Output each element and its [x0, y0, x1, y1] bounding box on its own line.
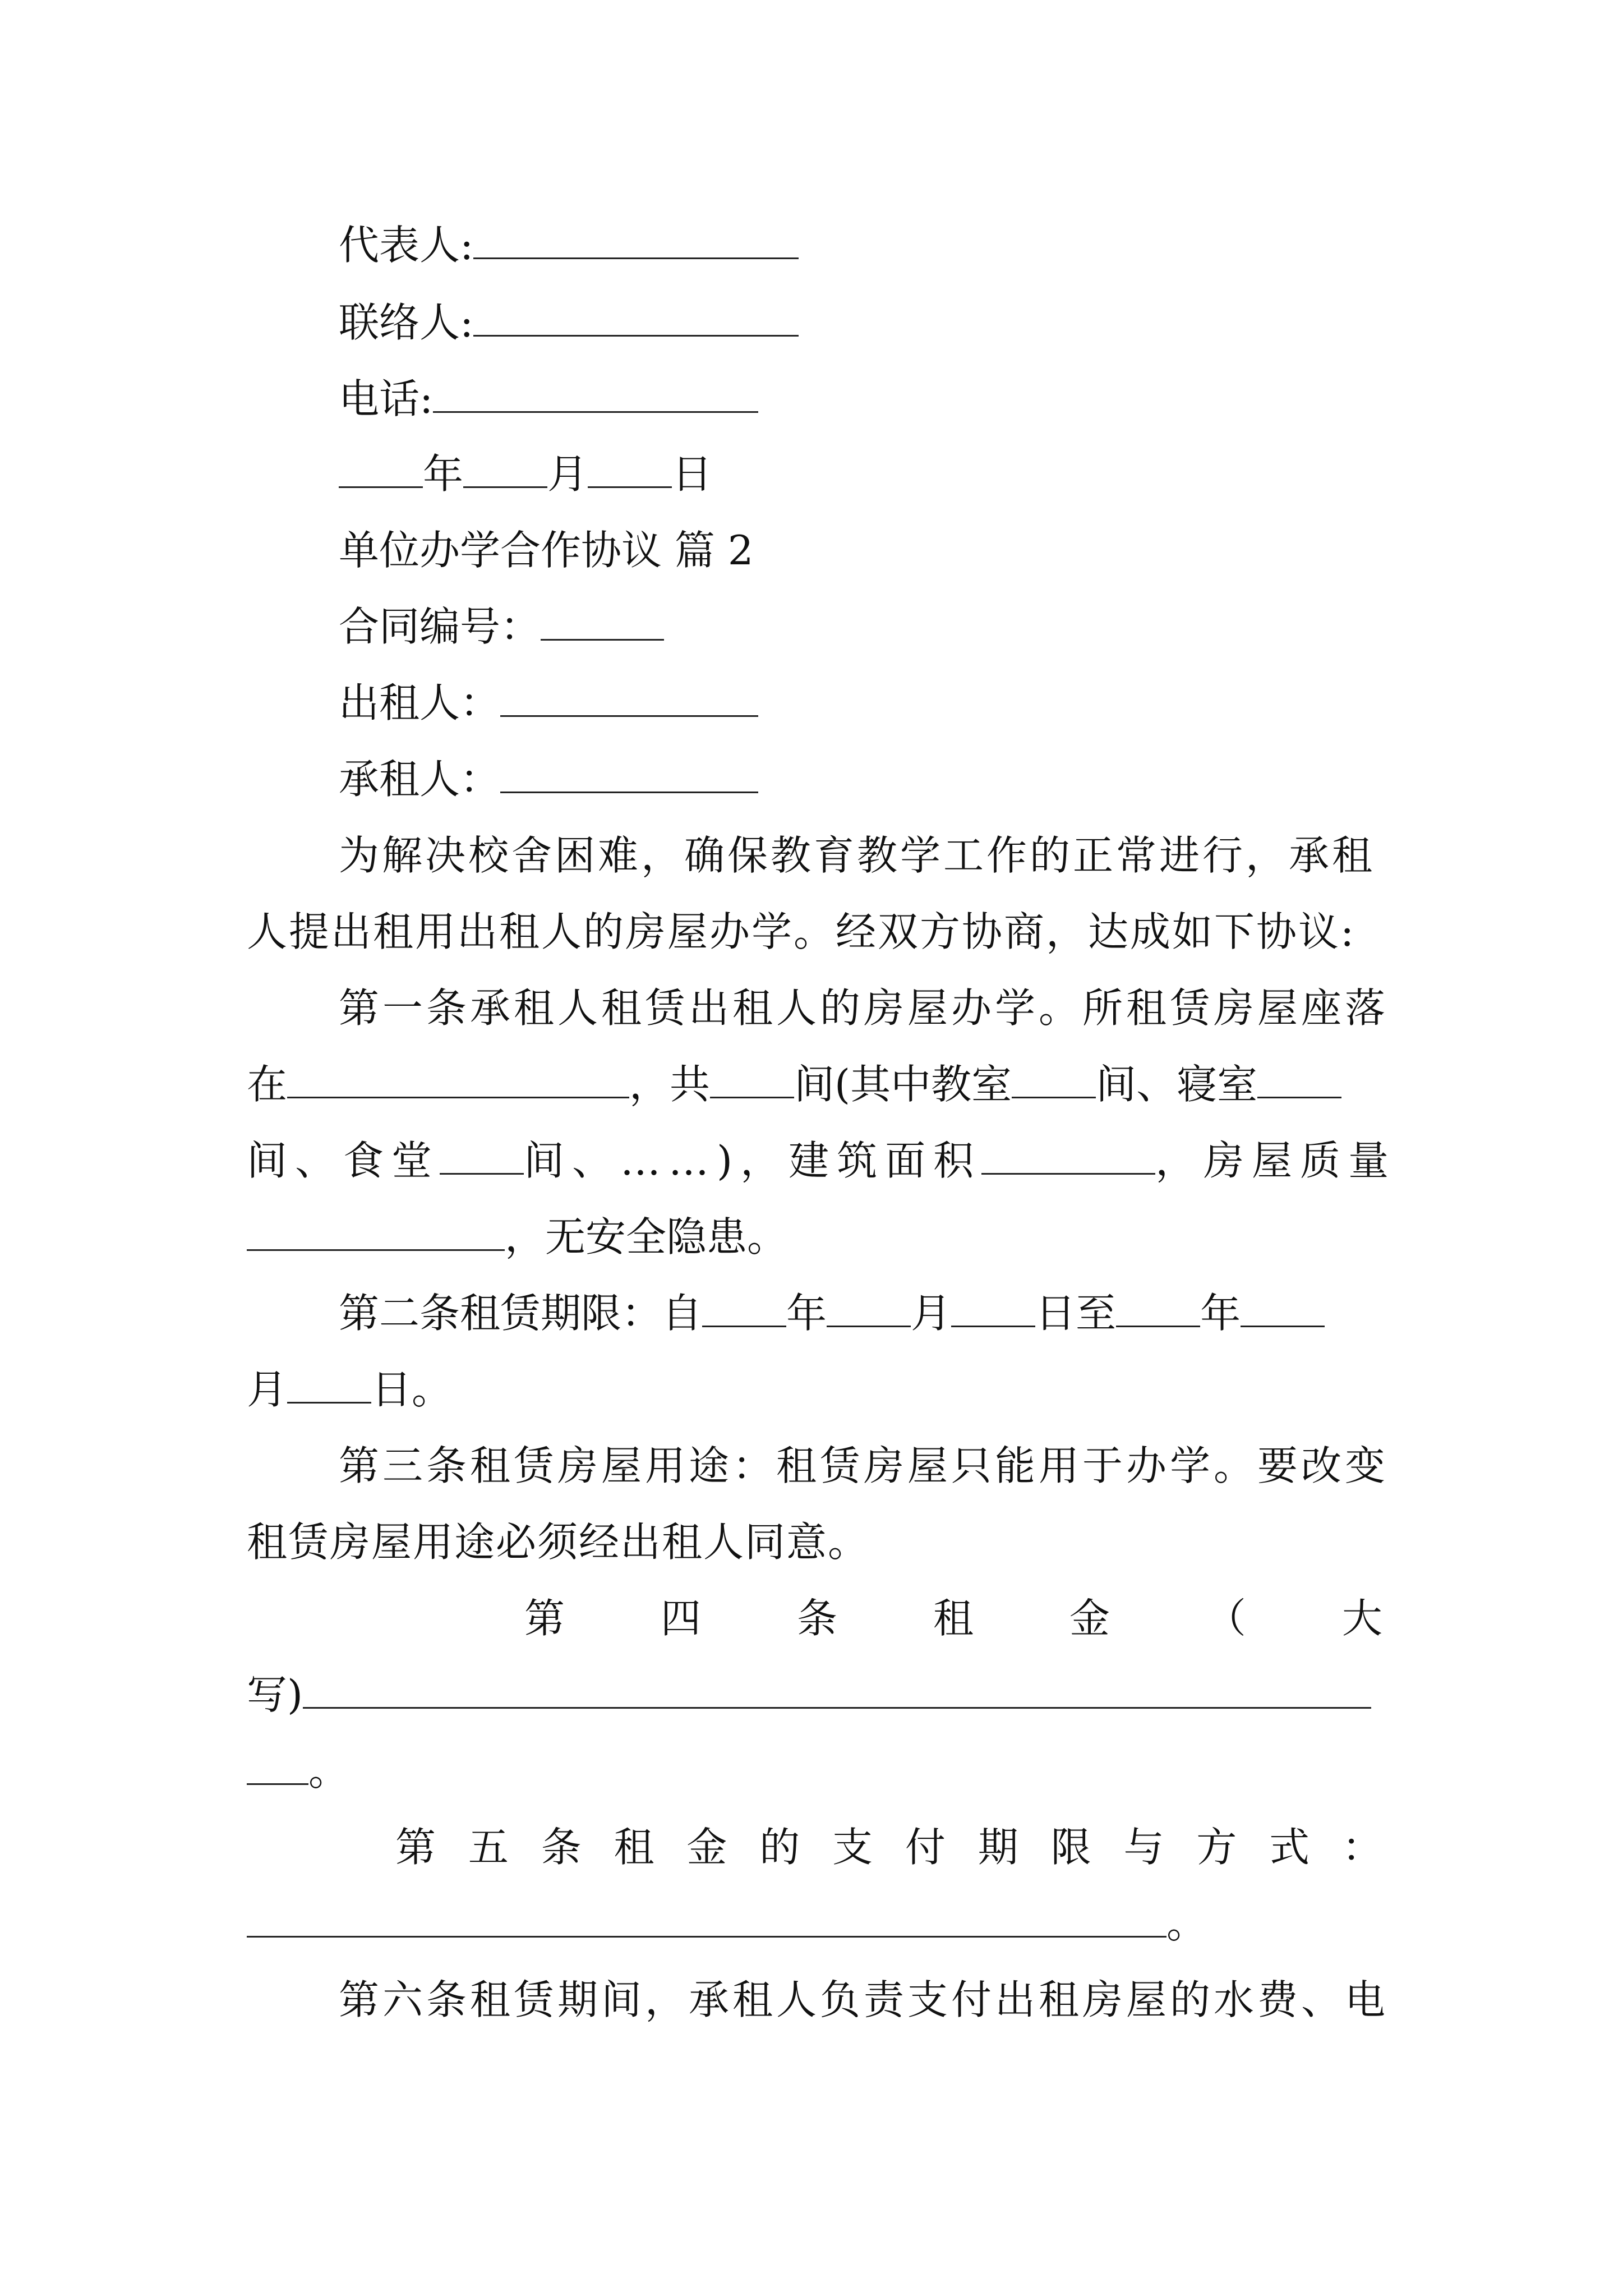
article4-text-period: 。 — [308, 1747, 349, 1795]
article2-text-month: 月 — [911, 1290, 952, 1337]
payment-terms-blank — [247, 1903, 1166, 1938]
article5-char: 期 — [978, 1824, 1018, 1871]
day-label: 日 — [672, 450, 713, 498]
intro-line-2: 人提出租用出租人的房屋办学。经双方协商，达成如下协议: — [247, 908, 1356, 955]
dorm-blank — [1257, 1064, 1341, 1098]
article5-char: 式 — [1269, 1824, 1310, 1871]
article2-text-day: 日。 — [371, 1366, 453, 1413]
contract-number-line — [339, 601, 664, 652]
article5-text-period: 。 — [1166, 1900, 1207, 1947]
article2-text-year2: 年 — [1200, 1290, 1241, 1337]
article1-text-dorm: 间、寝室 — [1096, 1061, 1258, 1108]
article5-line-1 — [395, 1822, 1382, 1872]
phone-blank — [433, 379, 758, 413]
contract-number-blank — [541, 606, 664, 641]
article1-line-1: 第一条承租人租赁出租人的房屋办学。所租赁房屋座落 — [339, 984, 1389, 1032]
article4-char: （ — [1205, 1595, 1246, 1642]
article4-char: 第 — [524, 1595, 565, 1642]
intro-line-1 — [339, 830, 1382, 881]
rent-amount-blank — [303, 1674, 1371, 1709]
day-blank — [588, 454, 672, 488]
article3-line-1: 第三条租赁房屋用途：租赁房屋只能用于办学。要改变 — [339, 1442, 1389, 1489]
quality-blank — [247, 1217, 505, 1251]
article5-char: 支 — [832, 1824, 873, 1871]
start-year-blank — [702, 1293, 786, 1327]
article5-char: 租 — [614, 1824, 654, 1871]
year-label: 年 — [423, 450, 464, 498]
article1-text-safety: ，无安全隐患。 — [505, 1213, 788, 1260]
article3-line-2: 租赁房屋用途必须经出租人同意。 — [247, 1519, 870, 1566]
article5-char: 第 — [395, 1824, 436, 1871]
article5-char: 条 — [541, 1824, 582, 1871]
intro-text-1: 为解决校舍困难，确保教育教学工作的正常进行，承租 — [339, 832, 1376, 879]
article2-text-month2: 月 — [247, 1366, 288, 1413]
rooms-blank — [710, 1064, 794, 1098]
article1-line-2 — [247, 1059, 1341, 1110]
article2-text-to: 日至 — [1035, 1290, 1117, 1337]
month-label: 月 — [547, 450, 588, 498]
article2-text-year: 年 — [786, 1290, 827, 1337]
article4-char: 四 — [660, 1595, 701, 1642]
lessee-line — [339, 754, 758, 804]
end-month-blank — [1241, 1293, 1325, 1327]
article5-char: 金 — [686, 1824, 727, 1871]
classroom-blank — [1012, 1064, 1096, 1098]
article4-char: 金 — [1069, 1595, 1110, 1642]
representative-blank — [473, 225, 799, 259]
contact-label: 联络人: — [339, 299, 474, 346]
start-month-blank — [827, 1293, 911, 1327]
year-blank — [339, 454, 423, 488]
lessor-line — [339, 678, 758, 728]
end-year-blank — [1116, 1293, 1200, 1327]
article4-char: 大 — [1341, 1595, 1382, 1642]
article4-line-1 — [524, 1593, 1382, 1644]
article4-line-2 — [247, 1669, 1371, 1720]
lessor-blank — [500, 683, 758, 717]
phone-label: 电话: — [339, 375, 434, 422]
article6-line-1: 第六条租赁期间，承租人负责支付出租房屋的水费、电 — [339, 1976, 1389, 2023]
article5-char: 付 — [905, 1824, 946, 1871]
contract-number-label: 合同编号： — [339, 603, 541, 650]
date-line — [339, 449, 712, 499]
article4-char: 条 — [796, 1595, 837, 1642]
lessee-blank — [500, 759, 758, 793]
start-day-blank — [951, 1293, 1035, 1327]
representative-line — [339, 220, 799, 270]
article1-line-3 — [247, 1135, 1396, 1186]
rent-amount-blank-cont — [247, 1751, 308, 1785]
article1-line-4 — [247, 1212, 787, 1262]
area-blank — [981, 1140, 1155, 1175]
article5-char: 五 — [468, 1824, 509, 1871]
month-blank — [463, 454, 547, 488]
canteen-blank — [440, 1140, 524, 1175]
article2-line-2 — [247, 1364, 452, 1415]
article5-char: 的 — [759, 1824, 800, 1871]
contact-line — [339, 297, 799, 348]
end-day-blank — [287, 1369, 371, 1404]
article4-char: 租 — [933, 1595, 974, 1642]
article1-text-canteen: 间、食堂 — [247, 1137, 440, 1184]
article1-text-area: 间、……)，建筑面积 — [524, 1137, 982, 1184]
article1-text-at: 在 — [247, 1061, 288, 1108]
lessor-label: 出租人： — [339, 679, 501, 726]
article5-char: 方 — [1196, 1824, 1237, 1871]
article5-line-2 — [247, 1898, 1207, 1949]
article2-text-from: 第二条租赁期限：自 — [339, 1290, 703, 1337]
article4-line-3 — [247, 1746, 349, 1796]
contact-blank — [473, 302, 799, 337]
article1-text-total: ，共 — [629, 1061, 711, 1108]
phone-line — [339, 374, 758, 424]
section-title: 单位办学合作协议 篇 2 — [339, 527, 754, 574]
article1-text-classroom: 间(其中教室 — [794, 1061, 1012, 1108]
lessee-label: 承租人： — [339, 756, 501, 803]
article5-char: ： — [1341, 1824, 1382, 1871]
article2-line-1 — [339, 1288, 1325, 1338]
article5-char: 限 — [1050, 1824, 1091, 1871]
representative-label: 代表人: — [339, 222, 474, 269]
location-blank — [287, 1064, 629, 1098]
article5-char: 与 — [1123, 1824, 1164, 1871]
article1-text-quality: ，房屋质量 — [1155, 1137, 1397, 1184]
article4-text-capital: 写) — [247, 1671, 303, 1718]
